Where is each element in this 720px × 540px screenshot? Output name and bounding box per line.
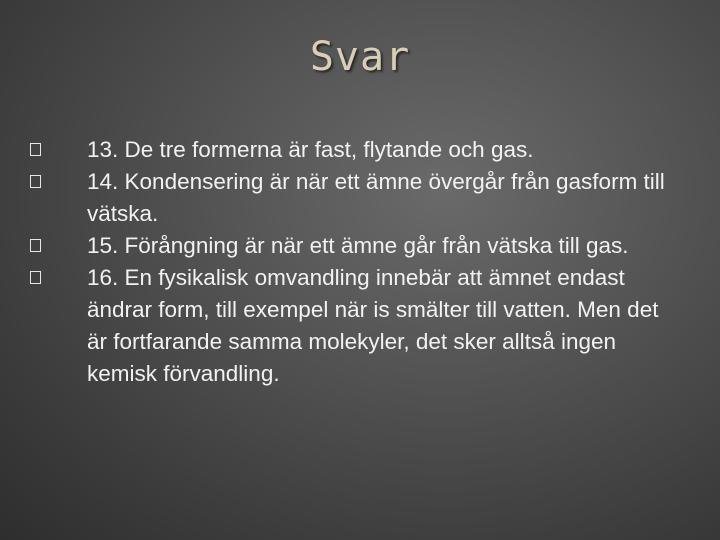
bullet-square-icon — [30, 271, 41, 284]
bullet-text: 16. En fysikalisk omvandling innebär att ämnet endast ändrar form, till exempel när is smälter till vatten. Men det är fortfarande samma molekyler, det sker alltså ingen kemisk förvandling. — [87, 265, 659, 386]
bullet-item-13 — [30, 134, 680, 166]
bullet-item-14 — [30, 166, 680, 230]
bullet-square-icon — [30, 239, 41, 252]
bullet-list — [30, 134, 680, 390]
bullet-text: 14. Kondensering är när ett ämne övergår från gasform till vätska. — [87, 169, 665, 226]
bullet-item-16 — [30, 262, 680, 390]
bullet-square-icon — [30, 143, 41, 156]
bullet-text: 15. Förångning är när ett ämne går från vätska till gas. — [87, 233, 629, 258]
bullet-item-15 — [30, 230, 680, 262]
slide-title: Svar — [309, 34, 411, 80]
bullet-text: 13. De tre formerna är fast, flytande och gas. — [87, 137, 534, 162]
bullet-square-icon — [30, 175, 41, 188]
